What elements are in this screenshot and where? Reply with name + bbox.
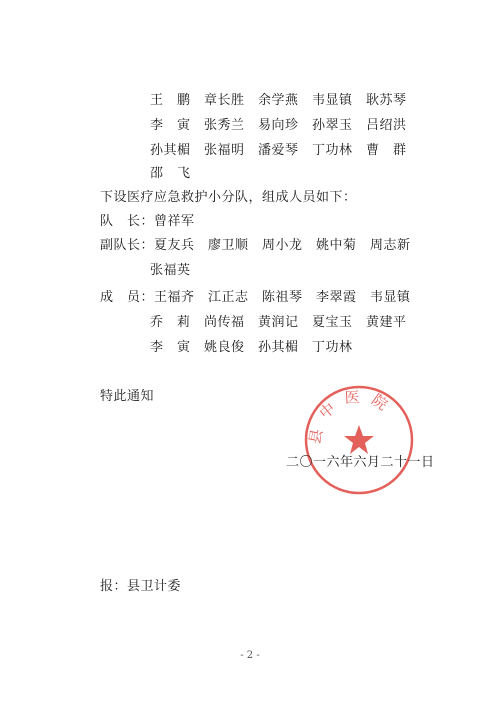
seal-text: 县中医院 [305,387,400,446]
members-line: 乔 莉 尚传福 黄润记 夏宝玉 黄建平 [150,315,407,330]
vice-captain-line: 副队长：夏友兵 廖卫顺 周小龙 姚中菊 周志新 [100,238,411,253]
issue-date: 二〇一六年六月二十一日 [286,455,435,470]
page-number: - 2 - [240,650,260,661]
members-line: 李 寅 姚良俊 孙其楣 丁功林 [150,340,353,355]
vice-captain-line: 张福英 [150,263,191,278]
member-list-line: 邵 飞 [150,166,191,181]
report-to: 报：县卫计委 [100,579,182,594]
subunit-intro: 下设医疗应急救护小分队，组成人员如下： [100,190,357,205]
member-list-line: 王 鹏 章长胜 余学燕 韦显镇 耿苏琴 [150,93,407,108]
member-list-line: 孙其楣 张福明 潘爱琴 丁功林 曹 群 [150,143,407,158]
captain-line: 队 长：曾祥军 [100,214,195,229]
official-seal-icon [302,383,416,497]
member-list-line: 李 寅 张秀兰 易向珍 孙翠玉 吕绍洪 [150,118,407,133]
closing-text: 特此通知 [100,389,155,404]
members-line: 成 员：王福齐 江正志 陈祖琴 李翠霞 韦显镇 [100,290,411,305]
